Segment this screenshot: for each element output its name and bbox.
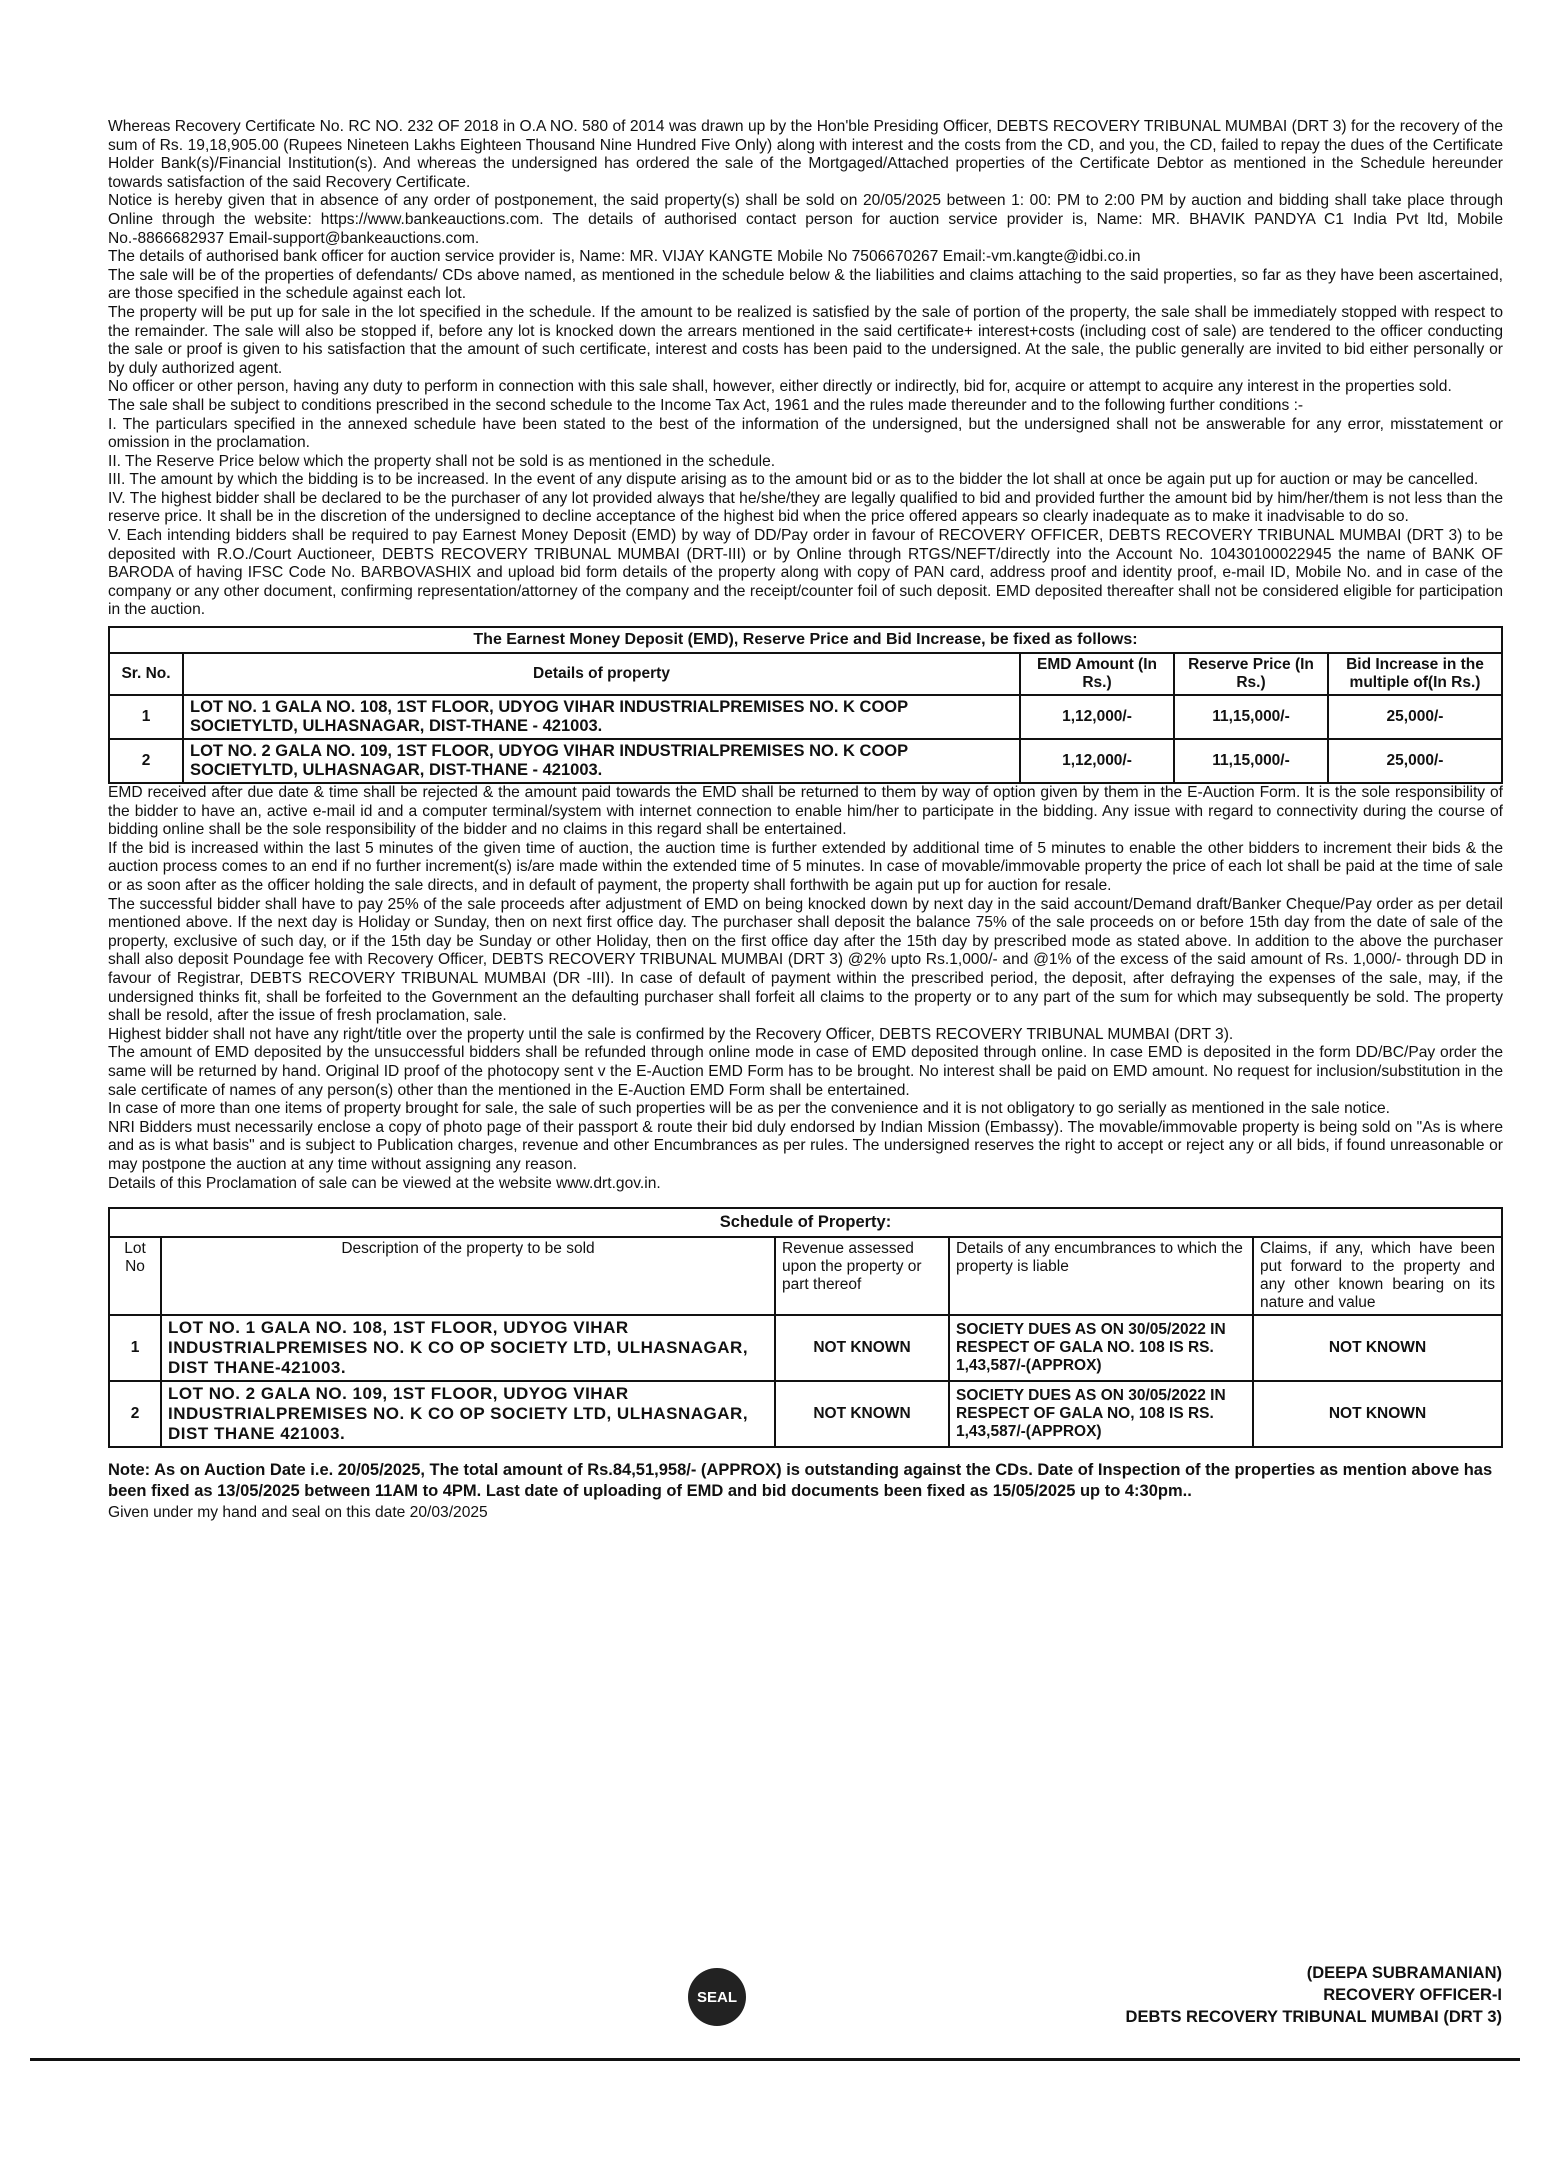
emd-table [108,626,1503,784]
schedule-header-desc: Description of the property to be sold [161,1237,775,1315]
emd-details: LOT NO. 2 GALA NO. 109, 1ST FLOOR, UDYOG VIHAR INDUSTRIALPREMISES NO. K COOP SOCIETYLTD, ULHASNAGAR, DIST-THANE - 421003. [183,739,1020,783]
schedule-header-revenue: Revenue assessed upon the property or part thereof [775,1237,949,1315]
schedule-table [108,1207,1503,1448]
recovery-certificate-paragraph: Whereas Recovery Certificate No. RC NO. 232 OF 2018 in O.A NO. 580 of 2014 was drawn up by the Hon'ble Presiding Officer, DEBTS RECOVERY TRIBUNAL MUMBAI (DRT 3) for the recovery of the sum of Rs. 19,18,905.00 (Rupees Nineteen Lakhs Eighteen Thousand Nine Hundred Five Only) along with interest and the costs from the CD, and you, the CD, failed to repay the dues of the Certificate Holder Bank(s)/Financial Institution(s). And whereas the undersigned has ordered the sale of the Mortgaged/Attached properties of the Certificate Debtor as mentioned in the Schedule hereunder towards satisfaction of the said Recovery Certificate. [108,118,1503,191]
condition-ii: II. The Reserve Price below which the property shall not be sold is as mentioned in the schedule. [108,452,776,470]
refund-paragraph: The amount of EMD deposited by the unsuccessful bidders shall be refunded through online mode in case of EMD deposited through online. In case EMD is deposited in the form DD/BC/Pay order the same will be returned by hand. Original ID proof of the photocopy sent v the E-Auction EMD Form has to be brought. No interest shall be paid on EMD amount. No request for inclusion/substitution in the sale certificate of names of any person(s) other than the mentioned in the E-Auction EMD Form shall be entertained. [108,1044,1503,1099]
multiple-items-paragraph: In case of more than one items of property brought for sale, the sale of such properties will be as per the convenience and it is not obligatory to go serially as mentioned in the sale notice. [108,1100,1391,1118]
conditions-paragraph: The sale shall be subject to conditions prescribed in the second schedule to the Income Tax Act, 1961 and the rules made thereunder and to the following further conditions :- [108,396,1304,414]
auction-note: Note: As on Auction Date i.e. 20/05/2025, The total amount of Rs.84,51,958/- (APPROX) is outstanding against the CDs. Date of Inspection of the properties as mention above has been fixed as 13/05/2025 between 11AM to 4PM. Last date of uploading of EMD and bid documents been fixed as 15/05/2025 up to 4:30pm.. [108,1461,1493,1501]
schedule-revenue: NOT KNOWN [775,1381,949,1447]
schedule-encumbrance: SOCIETY DUES AS ON 30/05/2022 IN RESPECT OF GALA NO, 108 IS RS. 1,43,587/-(APPROX) [949,1381,1253,1447]
table-row [109,1315,1502,1381]
highest-bidder-paragraph: Highest bidder shall not have any right/title over the property until the sale is confirmed by the Recovery Officer, DEBTS RECOVERY TRIBUNAL MUMBAI (DRT 3). [108,1025,1234,1043]
table-row [109,1381,1502,1447]
schedule-header-lot: Lot No [109,1237,161,1315]
schedule-encumbrance: SOCIETY DUES AS ON 30/05/2022 IN RESPECT OF GALA NO. 108 IS RS. 1,43,587/-(APPROX) [949,1315,1253,1381]
emd-header-reserve: Reserve Price (In Rs.) [1174,653,1328,695]
emd-bid: 25,000/- [1328,739,1502,783]
emd-details: LOT NO. 1 GALA NO. 108, 1ST FLOOR, UDYOG VIHAR INDUSTRIALPREMISES NO. K COOP SOCIETYLTD, ULHASNAGAR, DIST-THANE - 421003. [183,695,1020,739]
condition-v: V. Each intending bidders shall be required to pay Earnest Money Deposit (EMD) by way of DD/Pay order in favour of RECOVERY OFFICER, DEBTS RECOVERY TRIBUNAL MUMBAI (DRT 3) to be deposited with R.O./Court Auctioneer, DEBTS RECOVERY TRIBUNAL MUMBAI (DRT-III) or by Online through RTGS/NEFT/directly into the Account No. 10430100022945 the name of BANK OF BARODA of having IFSC Code No. BARBOVASHIX and upload bid form details of the property along with copy of PAN card, address proof and identity proof, e-mail ID, Mobile No. and in case of the company or any other document, confirming representation/attorney of the company and the receipt/counter foil of such deposit. EMD deposited thereafter shall not be considered eligible for participation in the auction. [108,527,1503,619]
intro-section [108,118,1503,620]
emd-amount: 1,12,000/- [1020,739,1174,783]
officer-restriction-paragraph: No officer or other person, having any duty to perform in connection with this sale shall, however, either directly or indirectly, bid for, acquire or attempt to acquire any interest in the properties sold. [108,378,1452,396]
given-under-line: Given under my hand and seal on this date 20/03/2025 [108,1504,488,1522]
schedule-lot: 2 [109,1381,161,1447]
lot-sale-paragraph: The property will be put up for sale in the lot specified in the schedule. If the amount to be realized is satisfied by the sale of portion of the property, the sale shall be immediately stopped with respect to the remainder. The sale will also be stopped if, before any lot is knocked down the arrears mentioned in the said certificate+ interest+costs (including cost of sale) are tendered to the officer conducting the sale or proof is given to his satisfaction that the amount of such certificate, interest and costs has been paid to the undersigned. At the sale, the public generally are invited to bid either personally or by duly authorized agent. [108,303,1503,377]
condition-i: I. The particulars specified in the annexed schedule have been stated to the best of the information of the undersigned, but the undersigned shall not be answerable for any error, misstatement or omission in the proclamation. [108,415,1503,452]
emd-bid: 25,000/- [1328,695,1502,739]
emd-late-paragraph: EMD received after due date & time shall be rejected & the amount paid towards the EMD shall be returned to them by way of option given by them in the E-Auction Form. It is the sole responsibility of the bidder to have an, active e-mail id and a computer terminal/system with internet connection to enable him/her to participate in the bidding. Any issue with regard to connectivity during the course of bidding online shall be the sole responsibility of the bidder and no claims in this regard shall be entertained. [108,784,1503,839]
auction-extension-paragraph: If the bid is increased within the last 5 minutes of the given time of auction, the auction time is further extended by additional time of 5 minutes to enable the other bidders to increment their bids & the auction process comes to an end if no further increment(s) is/are made within the extended time of 5 minutes. In case of movable/immovable property the price of each lot shall be paid at the time of sale or as soon after as the officer holding the sale directs, and in default of payment, the property shall forthwith be again put up for auction for resale. [108,839,1503,894]
schedule-table-caption: Schedule of Property: [109,1208,1502,1237]
condition-iv: IV. The highest bidder shall be declared to be the purchaser of any lot provided always that he/she/they are legally qualified to bid and provided further the amount bid by him/her/them is not less than the reserve price. It shall be in the discretion of the undersigned to decline acceptance of the highest bid when the price offered appears so clearly inadequate as to make it inadvisable to do so. [108,489,1503,526]
proclamation-page [108,118,1503,1522]
schedule-claims: NOT KNOWN [1253,1315,1502,1381]
emd-header-sr: Sr. No. [109,653,183,695]
table-row [109,739,1502,783]
auction-notice-paragraph: Notice is hereby given that in absence of any order of postponement, the said property(s) shall be sold on 20/05/2025 between 1: 00: PM to 2:00 PM by auction and bidding shall take place through Online through the website: https://www.bankeauctions.com. The details of authorised contact person for auction service provider is, Name: MR. BHAVIK PANDYA C1 India Pvt ltd, Mobile No.-8866682937 Email-support@bankeauctions.com. [108,192,1503,247]
condition-iii: III. The amount by which the bidding is to be increased. In the event of any dispute arising as to the amount bid or as to the bidder the lot shall at once be again put up for auction or may be cancelled. [108,471,1479,489]
schedule-lot: 1 [109,1315,161,1381]
signatory-name: (DEEPA SUBRAMANIAN) [1306,1964,1502,1982]
emd-header-emd: EMD Amount (In Rs.) [1020,653,1174,695]
signatory-office: DEBTS RECOVERY TRIBUNAL MUMBAI (DRT 3) [1125,2008,1502,2026]
schedule-desc: LOT NO. 1 GALA NO. 108, 1ST FLOOR, UDYOG VIHAR INDUSTRIALPREMISES NO. K CO OP SOCIETY LTD, ULHASNAGAR, DIST THANE-421003. [161,1315,775,1381]
schedule-desc: LOT NO. 2 GALA NO. 109, 1ST FLOOR, UDYOG VIHAR INDUSTRIALPREMISES NO. K CO OP SOCIETY LTD, ULHASNAGAR, DIST THANE 421003. [161,1381,775,1447]
bottom-rule [30,2058,1520,2061]
schedule-header-claims: Claims, if any, which have been put forward to the property and any other known bearing on its nature and value [1253,1237,1502,1315]
website-paragraph: Details of this Proclamation of sale can be viewed at the website www.drt.gov.in. [108,1174,661,1192]
emd-reserve: 11,15,000/- [1174,739,1328,783]
terms-section [108,784,1503,1193]
nri-paragraph: NRI Bidders must necessarily enclose a copy of photo page of their passport & route their bid duly endorsed by Indian Mission (Embassy). The movable/immovable property is being sold on "As is where and as is what basis" and is subject to Publication charges, revenue and other Encumbrances as per rules. The undersigned reserves the right to accept or reject any or all bids, if found unreasonable or may postpone the auction at any time without assigning any reason. [108,1118,1503,1173]
schedule-revenue: NOT KNOWN [775,1315,949,1381]
emd-header-bid: Bid Increase in the multiple of(In Rs.) [1328,653,1502,695]
emd-table-caption: The Earnest Money Deposit (EMD), Reserve Price and Bid Increase, be fixed as follows: [109,627,1502,653]
signature-block [1126,1962,1502,2028]
schedule-header-encumbrance: Details of any encumbrances to which the property is liable [949,1237,1253,1315]
table-row [109,695,1502,739]
emd-sr: 1 [109,695,183,739]
emd-sr: 2 [109,739,183,783]
emd-reserve: 11,15,000/- [1174,695,1328,739]
schedule-claims: NOT KNOWN [1253,1381,1502,1447]
payment-paragraph: The successful bidder shall have to pay 25% of the sale proceeds after adjustment of EMD on being knocked down by next day in the said account/Demand draft/Banker Cheque/Pay order as per detail mentioned above. If the next day is Holiday or Sunday, then on next first office day. The purchaser shall deposit the balance 75% of the sale proceeds on or before 15th day from the date of sale of the property, exclusive of such day, or if the 15th day be Sunday or other Holiday, then on the first office day after the 15th day by prescribed mode as stated above. In addition to the above the purchaser shall also deposit Poundage fee with Recovery Officer, DEBTS RECOVERY TRIBUNAL MUMBAI (DRT 3) @2% upto Rs.1,000/- and @1% of the excess of the said amount of Rs. 1,000/- through DD in favour of Registrar, DEBTS RECOVERY TRIBUNAL MUMBAI (DR -III). In case of default of payment within the prescribed period, the deposit, after defraying the expenses of the sale, may, if the undersigned thinks fit, shall be forfeited to the Government an the defaulting purchaser shall forfeit all claims to the property or to any part of the sum for which may subsequently be sold. The property shall be resold, after the issue of fresh proclamation, sale. [108,895,1503,1025]
emd-amount: 1,12,000/- [1020,695,1174,739]
properties-paragraph: The sale will be of the properties of defendants/ CDs above named, as mentioned in the schedule below & the liabilities and claims attaching to the said properties, so far as they have been ascertained, are those specified in the schedule against each lot. [108,266,1503,303]
bank-officer-paragraph: The details of authorised bank officer for auction service provider is, Name: MR. VIJAY KANGTE Mobile No 7506670267 Email:-vm.kangte@idbi.co.in [108,248,1141,266]
seal-stamp: SEAL [688,1968,746,2026]
signatory-designation: RECOVERY OFFICER-I [1323,1986,1502,2004]
emd-header-details: Details of property [183,653,1020,695]
